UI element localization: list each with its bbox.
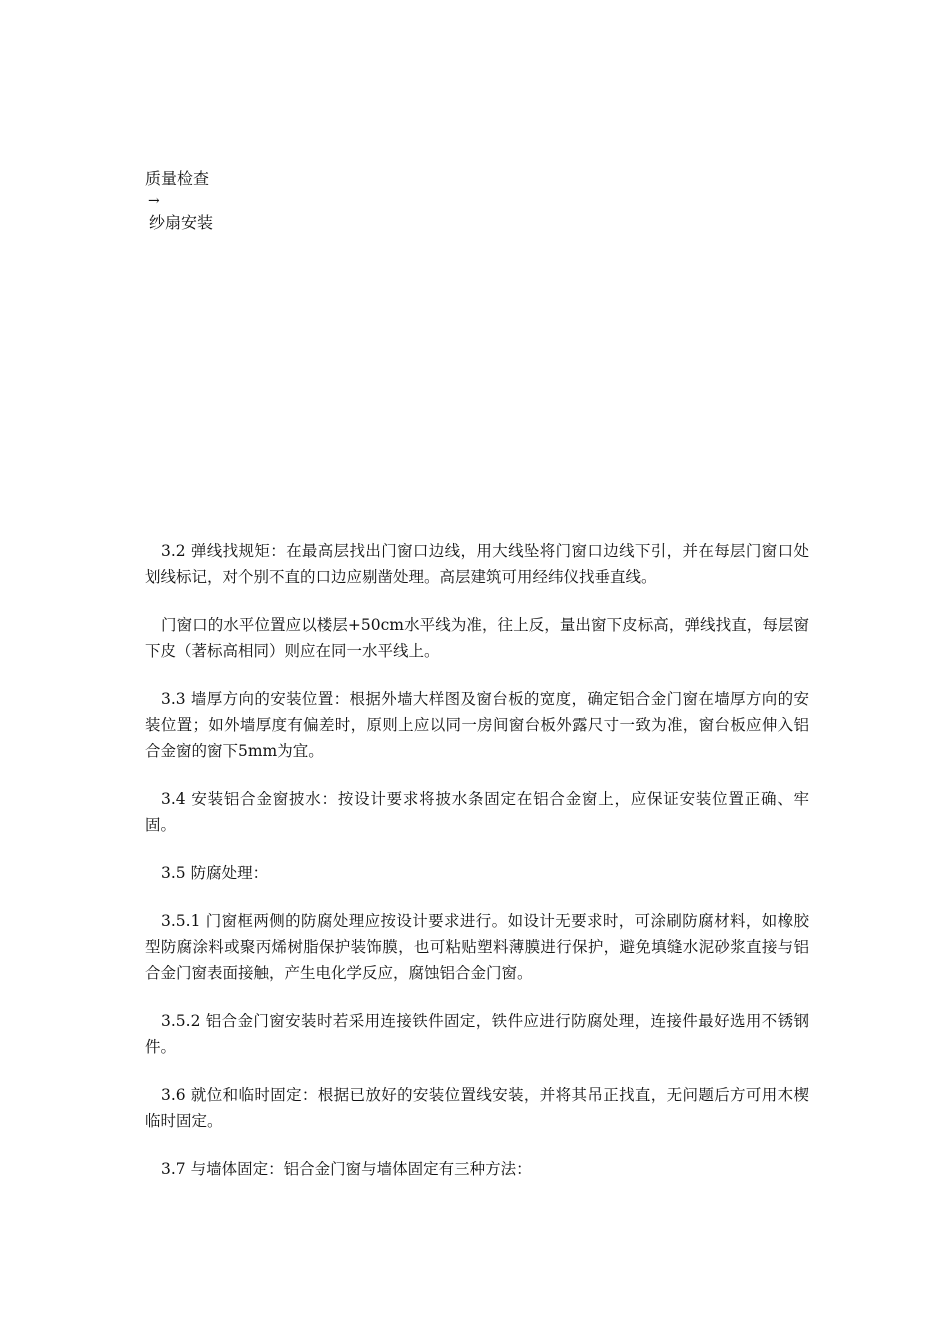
paragraph-3-4: 3.4 安装铝合金窗披水：按设计要求将披水条固定在铝合金窗上，应保证安装位置正确、牢固。 (145, 790, 809, 834)
flow-step-quality-check: 质量检查 (145, 169, 210, 188)
paragraph-3-2: 3.2 弹线找规矩：在最高层找出门窗口边线，用大线坠将门窗口边线下引，并在每层门窗口处划线标记，对个别不直的口边应剔凿处理。高层建筑可用经纬仪找垂直线。 (145, 542, 809, 586)
paragraph-3-5-2: 3.5.2 铝合金门窗安装时若采用连接铁件固定，铁件应进行防腐处理，连接件最好选用不锈钢件。 (145, 1012, 809, 1056)
paragraph-3-6: 3.6 就位和临时固定：根据已放好的安装位置线安装，并将其吊正找直，无问题后方可用木楔临时固定。 (145, 1086, 809, 1130)
paragraph-horizontal-position: 门窗口的水平位置应以楼层+50cm水平线为准，往上反，量出窗下皮标高，弹线找直，每层窗下皮（著标高相同）则应在同一水平线上。 (145, 616, 809, 660)
arrow-icon: → (148, 193, 160, 209)
paragraph-3-5: 3.5 防腐处理： (161, 864, 269, 882)
process-flow (145, 168, 213, 234)
document-body (145, 538, 809, 1204)
paragraph-3-7: 3.7 与墙体固定：铝合金门窗与墙体固定有三种方法： (161, 1160, 532, 1178)
paragraph-3-5-1: 3.5.1 门窗框两侧的防腐处理应按设计要求进行。如设计无要求时，可涂刷防腐材料，如橡胶型防腐涂料或聚丙烯树脂保护装饰膜，也可粘贴塑料薄膜进行保护，避免填缝水泥砂浆直接与铝合金门窗表面接触，产生电化学反应，腐蚀铝合金门窗。 (145, 912, 809, 982)
flow-step-screen-sash-install: 纱扇安装 (149, 213, 214, 232)
paragraph-3-3: 3.3 墙厚方向的安装位置：根据外墙大样图及窗台板的宽度，确定铝合金门窗在墙厚方向的安装位置；如外墙厚度有偏差时，原则上应以同一房间窗台板外露尺寸一致为准，窗台板应伸入铝合金窗的窗下5mm为宜。 (145, 690, 809, 760)
